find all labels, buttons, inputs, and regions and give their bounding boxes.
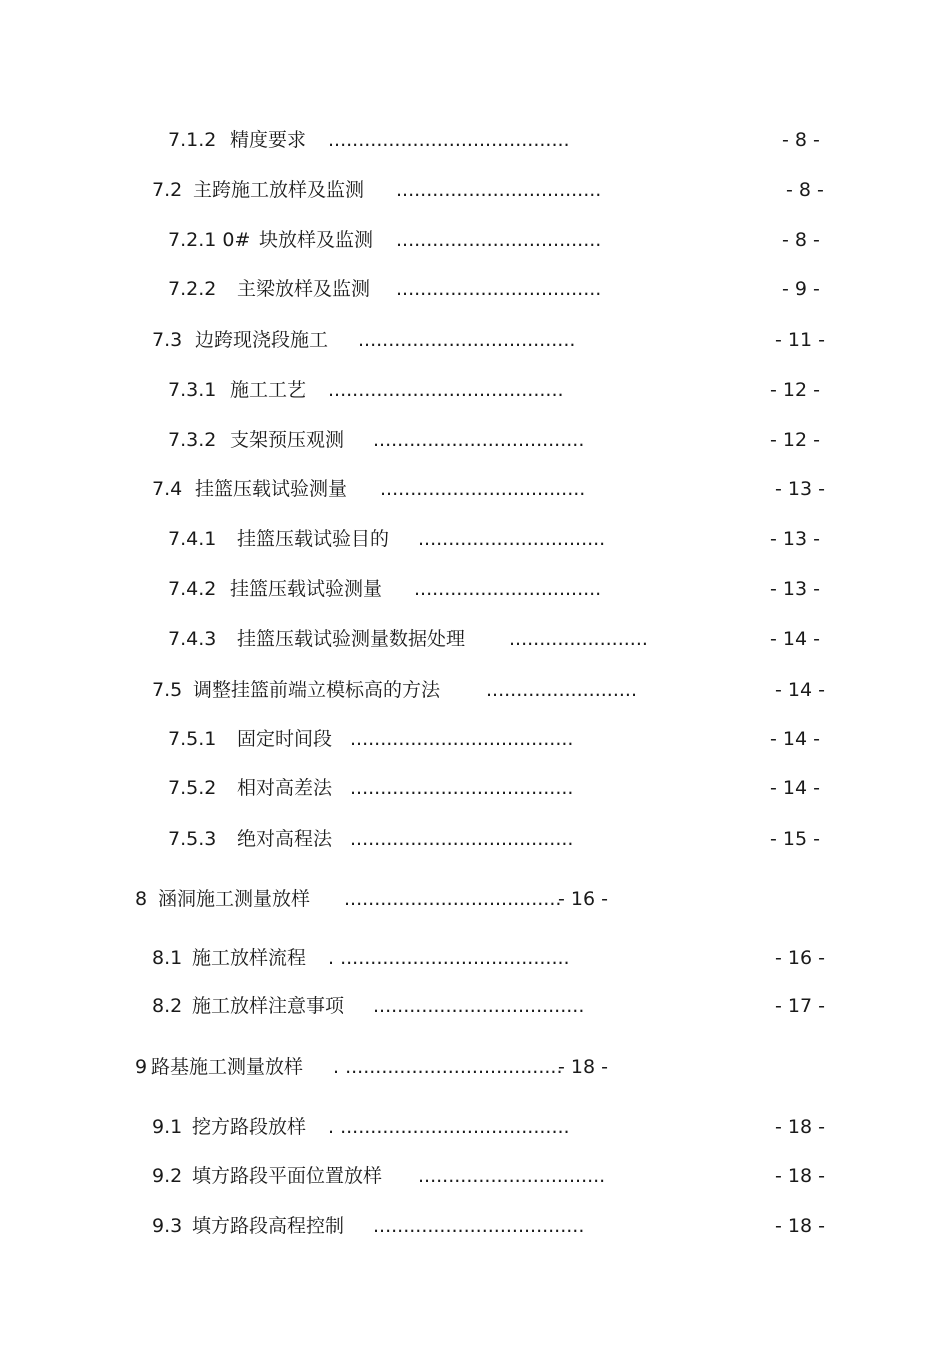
- toc-number: 7.3.1: [168, 379, 217, 401]
- toc-entry[interactable]: [0, 225, 950, 255]
- toc-leader: ...............................: [414, 578, 602, 600]
- toc-leader: ...................................: [373, 1215, 585, 1237]
- toc-title: 块放样及监测: [259, 229, 374, 251]
- toc-entry[interactable]: [0, 1161, 950, 1191]
- toc-page-number: - 13 -: [770, 528, 820, 550]
- toc-leader: ..................................: [396, 278, 602, 300]
- toc-entry[interactable]: [0, 773, 950, 803]
- toc-entry[interactable]: [0, 1052, 950, 1082]
- toc-leader: . ....................................: [333, 1056, 563, 1078]
- toc-page-number: - 15 -: [770, 828, 820, 850]
- toc-page-number: - 14 -: [775, 679, 825, 701]
- toc-entry[interactable]: [0, 884, 950, 914]
- toc-number: 9.1: [152, 1116, 183, 1138]
- toc-number: 7.5.2: [168, 777, 217, 799]
- toc-title: 精度要求: [230, 129, 307, 151]
- toc-title: 路基施工测量放样: [151, 1056, 304, 1078]
- toc-title: 调整挂篮前端立模标高的方法: [193, 679, 441, 701]
- toc-entry[interactable]: [0, 524, 950, 554]
- toc-leader: . ......................................: [328, 947, 570, 969]
- toc-number: 7.4.3: [168, 628, 217, 650]
- toc-leader: ...............................: [418, 1165, 606, 1187]
- toc-number: 9: [135, 1056, 148, 1078]
- toc-page-number: - 8 -: [782, 229, 820, 251]
- toc-page-number: - 14 -: [770, 728, 820, 750]
- toc-entry[interactable]: [0, 675, 950, 705]
- toc-title: 支架预压观测: [230, 429, 345, 451]
- toc-entry[interactable]: [0, 375, 950, 405]
- toc-leader: ..................................: [396, 229, 602, 251]
- toc-number: 7.4: [152, 478, 183, 500]
- toc-number: 7.3: [152, 329, 183, 351]
- toc-entry[interactable]: [0, 474, 950, 504]
- toc-title: 挂篮压载试验目的: [237, 528, 390, 550]
- toc-number: 9.3: [152, 1215, 183, 1237]
- toc-leader: ..................................: [380, 478, 586, 500]
- toc-page-number: - 18 -: [775, 1116, 825, 1138]
- toc-number: 7.2: [152, 179, 183, 201]
- toc-number: 7.2.2: [168, 278, 217, 300]
- toc-leader: ...............................: [418, 528, 606, 550]
- toc-leader: .....................................: [350, 728, 574, 750]
- toc-leader: ...................................: [373, 429, 585, 451]
- toc-title: 挂篮压载试验测量数据处理: [237, 628, 466, 650]
- toc-entry[interactable]: [0, 624, 950, 654]
- toc-number: 8: [135, 888, 148, 910]
- toc-entry[interactable]: [0, 175, 950, 205]
- toc-number: 7.3.2: [168, 429, 217, 451]
- toc-entry[interactable]: [0, 943, 950, 973]
- toc-leader: .......................................: [328, 379, 564, 401]
- toc-leader: . ......................................: [328, 1116, 570, 1138]
- toc-page-number: - 14 -: [770, 777, 820, 799]
- toc-page-number: - 14 -: [770, 628, 820, 650]
- toc-title: 施工工艺: [230, 379, 307, 401]
- toc-page-number: - 18 -: [558, 1056, 608, 1078]
- toc-page-number: - 11 -: [775, 329, 825, 351]
- toc-number: 7.5.1: [168, 728, 217, 750]
- toc-title: 施工放样流程: [192, 947, 307, 969]
- toc-number: 7.5.3: [168, 828, 217, 850]
- toc-leader: ....................................: [344, 888, 562, 910]
- toc-number: 7.1.2: [168, 129, 217, 151]
- toc-entry[interactable]: [0, 274, 950, 304]
- toc-title: 绝对高程法: [237, 828, 333, 850]
- toc-title: 挂篮压载试验测量: [230, 578, 383, 600]
- toc-title: 主梁放样及监测: [237, 278, 371, 300]
- toc-title: 填方路段高程控制: [192, 1215, 345, 1237]
- toc-title: 涵洞施工测量放样: [158, 888, 311, 910]
- toc-title: 边跨现浇段施工: [195, 329, 329, 351]
- toc-leader: .....................................: [350, 828, 574, 850]
- toc-page-number: - 18 -: [775, 1215, 825, 1237]
- toc-page-number: - 13 -: [775, 478, 825, 500]
- toc-page-number: - 8 -: [786, 179, 824, 201]
- toc-number: 7.4.2: [168, 578, 217, 600]
- toc-page-number: - 8 -: [782, 129, 820, 151]
- toc-leader: .........................: [486, 679, 637, 701]
- toc-entry[interactable]: [0, 824, 950, 854]
- toc-number: 7.5: [152, 679, 183, 701]
- toc-page-number: - 12 -: [770, 379, 820, 401]
- toc-title: 挖方路段放样: [192, 1116, 307, 1138]
- toc-leader: ...................................: [373, 995, 585, 1017]
- toc-number: 8.2: [152, 995, 183, 1017]
- toc-entry[interactable]: [0, 1112, 950, 1142]
- toc-title: 施工放样注意事项: [192, 995, 345, 1017]
- toc-number: 7.4.1: [168, 528, 217, 550]
- toc-title: 挂篮压载试验测量: [195, 478, 348, 500]
- toc-page-number: - 12 -: [770, 429, 820, 451]
- toc-leader: ....................................: [358, 329, 576, 351]
- toc-entry[interactable]: [0, 125, 950, 155]
- toc-entry[interactable]: [0, 425, 950, 455]
- toc-title: 主跨施工放样及监测: [193, 179, 365, 201]
- toc-page-number: - 17 -: [775, 995, 825, 1017]
- toc-title: 填方路段平面位置放样: [192, 1165, 383, 1187]
- toc-page-number: - 13 -: [770, 578, 820, 600]
- toc-number: 8.1: [152, 947, 183, 969]
- toc-title: 固定时间段: [237, 728, 333, 750]
- toc-leader: .......................: [509, 628, 648, 650]
- toc-page-number: - 9 -: [782, 278, 820, 300]
- toc-number: 7.2.1 0#: [168, 229, 251, 251]
- toc-entry[interactable]: [0, 325, 950, 355]
- toc-entry[interactable]: [0, 574, 950, 604]
- toc-leader: ........................................: [328, 129, 570, 151]
- toc-page-number: - 18 -: [775, 1165, 825, 1187]
- toc-leader: ..................................: [396, 179, 602, 201]
- toc-leader: .....................................: [350, 777, 574, 799]
- toc-entry[interactable]: [0, 724, 950, 754]
- toc-number: 9.2: [152, 1165, 183, 1187]
- toc-entry[interactable]: [0, 1211, 950, 1241]
- toc-title: 相对高差法: [237, 777, 333, 799]
- toc-entry[interactable]: [0, 991, 950, 1021]
- toc-page-number: - 16 -: [558, 888, 608, 910]
- toc-page-number: - 16 -: [775, 947, 825, 969]
